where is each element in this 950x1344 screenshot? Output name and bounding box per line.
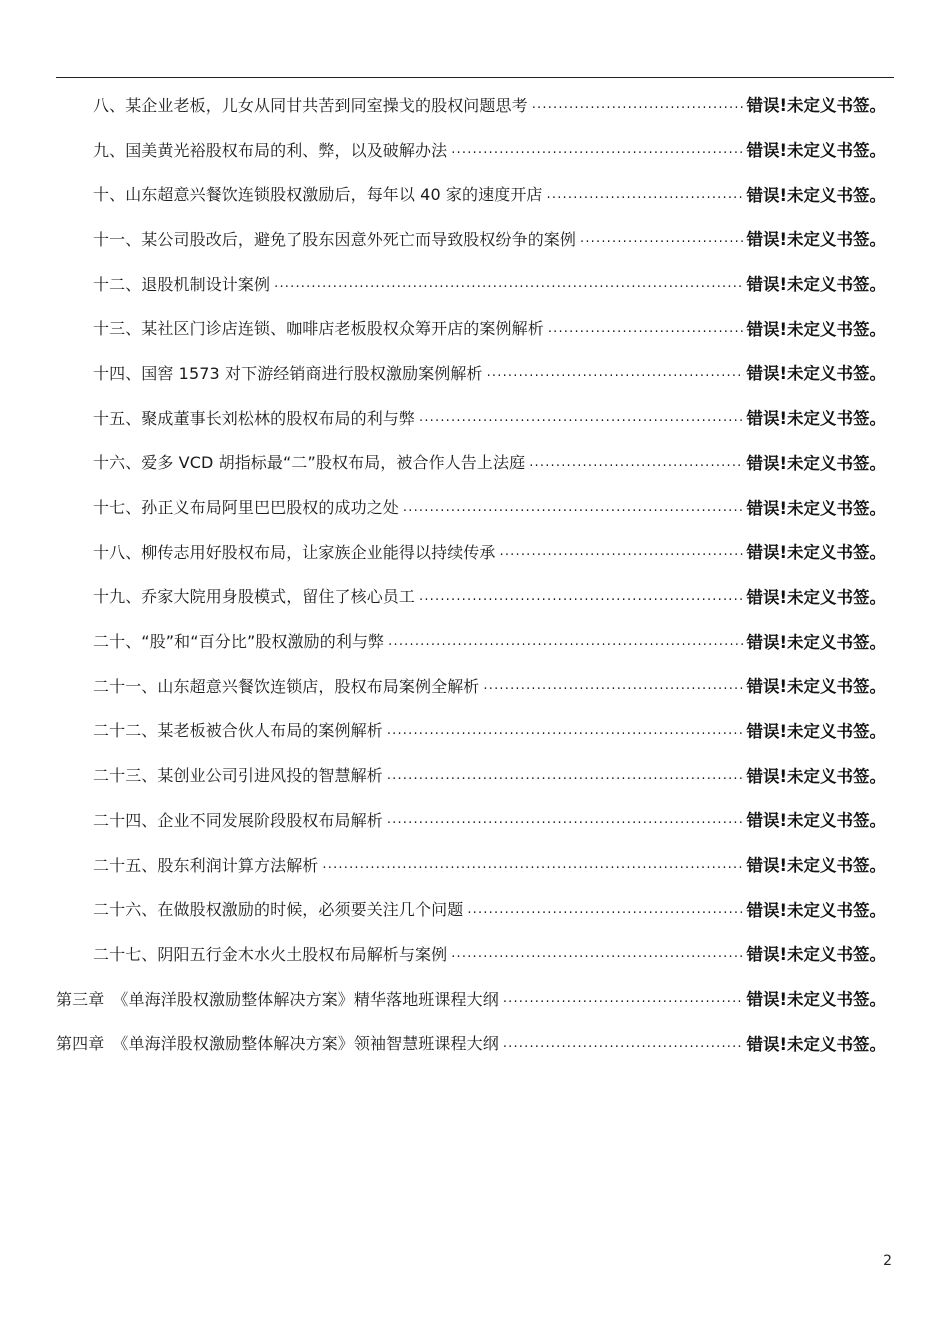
toc-entry-page-ref: 错误!未定义书签。 [746, 230, 886, 250]
toc-section-entry[interactable] [0, 440, 950, 485]
toc-entry-page-ref: 错误!未定义书签。 [746, 721, 886, 741]
toc-dot-leader [387, 767, 745, 785]
toc-dot-leader [503, 1035, 745, 1053]
toc-dot-leader [419, 588, 744, 606]
table-of-contents [0, 82, 950, 1065]
toc-chapter-entry[interactable] [0, 1020, 950, 1065]
page-number: 2 [883, 1253, 892, 1269]
toc-entry-title: 二十七、阴阳五行金木水火土股权布局解析与案例 [93, 944, 448, 964]
toc-entry-title: 十、山东超意兴餐饮连锁股权激励后，每年以 40 家的速度开店 [93, 185, 543, 205]
toc-entry-page-ref: 错误!未定义书签。 [746, 1034, 886, 1054]
toc-dot-leader [548, 320, 745, 338]
toc-entry-title: 十八、柳传志用好股权布局，让家族企业能得以持续传承 [93, 542, 496, 562]
toc-entry-title: 十七、孙正义布局阿里巴巴股权的成功之处 [93, 498, 399, 518]
toc-dot-leader [322, 856, 744, 874]
toc-entry-page-ref: 错误!未定义书签。 [746, 96, 886, 116]
toc-entry-title: 第四章 《单海洋股权激励整体解决方案》领袖智慧班课程大纲 [56, 1034, 499, 1054]
toc-entry-title: 九、国美黄光裕股权布局的利、弊，以及破解办法 [93, 140, 448, 160]
toc-entry-page-ref: 错误!未定义书签。 [746, 945, 886, 965]
header-rule [56, 77, 894, 78]
toc-entry-title: 二十三、某创业公司引进风投的智慧解析 [93, 766, 383, 786]
toc-entry-page-ref: 错误!未定义书签。 [746, 141, 886, 161]
toc-section-entry[interactable] [0, 82, 950, 127]
toc-section-entry[interactable] [0, 752, 950, 797]
toc-entry-page-ref: 错误!未定义书签。 [746, 677, 886, 697]
toc-entry-page-ref: 错误!未定义书签。 [746, 543, 886, 563]
toc-section-entry[interactable] [0, 127, 950, 172]
toc-entry-page-ref: 错误!未定义书签。 [746, 856, 886, 876]
toc-section-entry[interactable] [0, 663, 950, 708]
toc-dot-leader [500, 543, 745, 561]
toc-section-entry[interactable] [0, 708, 950, 753]
toc-entry-title: 八、某企业老板，儿女从同甘共苦到同室操戈的股权问题思考 [93, 95, 528, 115]
toc-entry-page-ref: 错误!未定义书签。 [746, 900, 886, 920]
toc-entry-title: 二十一、山东超意兴餐饮连锁店，股权布局案例全解析 [93, 676, 480, 696]
toc-section-entry[interactable] [0, 797, 950, 842]
toc-dot-leader [403, 499, 745, 517]
toc-dot-leader [547, 186, 745, 204]
toc-chapter-entry[interactable] [0, 976, 950, 1021]
toc-dot-leader [419, 409, 744, 427]
toc-dot-leader [274, 275, 744, 293]
toc-dot-leader [387, 811, 745, 829]
toc-section-entry[interactable] [0, 395, 950, 440]
toc-dot-leader [387, 722, 745, 740]
toc-entry-page-ref: 错误!未定义书签。 [746, 275, 886, 295]
toc-entry-page-ref: 错误!未定义书签。 [746, 811, 886, 831]
toc-entry-title: 二十二、某老板被合伙人布局的案例解析 [93, 721, 383, 741]
toc-dot-leader [487, 364, 745, 382]
toc-entry-title: 十六、爱多 VCD 胡指标最“二”股权布局，被合作人告上法庭 [93, 453, 526, 473]
toc-dot-leader [388, 633, 744, 651]
toc-section-entry[interactable] [0, 618, 950, 663]
toc-entry-page-ref: 错误!未定义书签。 [746, 498, 886, 518]
toc-dot-leader [467, 901, 744, 919]
toc-entry-title: 十三、某社区门诊店连锁、咖啡店老板股权众筹开店的案例解析 [93, 319, 544, 339]
toc-entry-title: 十二、退股机制设计案例 [93, 274, 271, 294]
toc-section-entry[interactable] [0, 261, 950, 306]
toc-dot-leader [580, 230, 744, 248]
toc-dot-leader [532, 96, 745, 114]
toc-entry-page-ref: 错误!未定义书签。 [746, 364, 886, 384]
toc-entry-page-ref: 错误!未定义书签。 [746, 409, 886, 429]
toc-entry-title: 第三章 《单海洋股权激励整体解决方案》精华落地班课程大纲 [56, 989, 499, 1009]
toc-dot-leader [451, 141, 744, 159]
toc-entry-page-ref: 错误!未定义书签。 [746, 766, 886, 786]
toc-section-entry[interactable] [0, 574, 950, 619]
toc-entry-title: 十五、聚成董事长刘松林的股权布局的利与弊 [93, 408, 416, 428]
toc-entry-page-ref: 错误!未定义书签。 [746, 990, 886, 1010]
toc-section-entry[interactable] [0, 171, 950, 216]
toc-entry-page-ref: 错误!未定义书签。 [746, 587, 886, 607]
toc-entry-title: 十一、某公司股改后，避免了股东因意外死亡而导致股权纷争的案例 [93, 229, 577, 249]
toc-section-entry[interactable] [0, 305, 950, 350]
toc-section-entry[interactable] [0, 350, 950, 395]
toc-section-entry[interactable] [0, 931, 950, 976]
toc-section-entry[interactable] [0, 216, 950, 261]
toc-entry-page-ref: 错误!未定义书签。 [746, 632, 886, 652]
toc-dot-leader [451, 945, 744, 963]
toc-section-entry[interactable] [0, 886, 950, 931]
toc-entry-page-ref: 错误!未定义书签。 [746, 319, 886, 339]
toc-dot-leader [483, 677, 744, 695]
toc-section-entry[interactable] [0, 842, 950, 887]
toc-entry-title: 二十、“股”和“百分比”股权激励的利与弊 [93, 632, 385, 652]
toc-entry-title: 二十五、股东利润计算方法解析 [93, 855, 319, 875]
toc-entry-title: 二十四、企业不同发展阶段股权布局解析 [93, 810, 383, 830]
toc-entry-title: 十四、国窖 1573 对下游经销商进行股权激励案例解析 [93, 363, 483, 383]
toc-section-entry[interactable] [0, 529, 950, 574]
toc-section-entry[interactable] [0, 484, 950, 529]
toc-entry-page-ref: 错误!未定义书签。 [746, 185, 886, 205]
toc-dot-leader [503, 990, 745, 1008]
toc-entry-title: 二十六、在做股权激励的时候，必须要关注几个问题 [93, 900, 464, 920]
toc-dot-leader [529, 454, 744, 472]
toc-entry-page-ref: 错误!未定义书签。 [746, 453, 886, 473]
toc-entry-title: 十九、乔家大院用身股模式，留住了核心员工 [93, 587, 416, 607]
